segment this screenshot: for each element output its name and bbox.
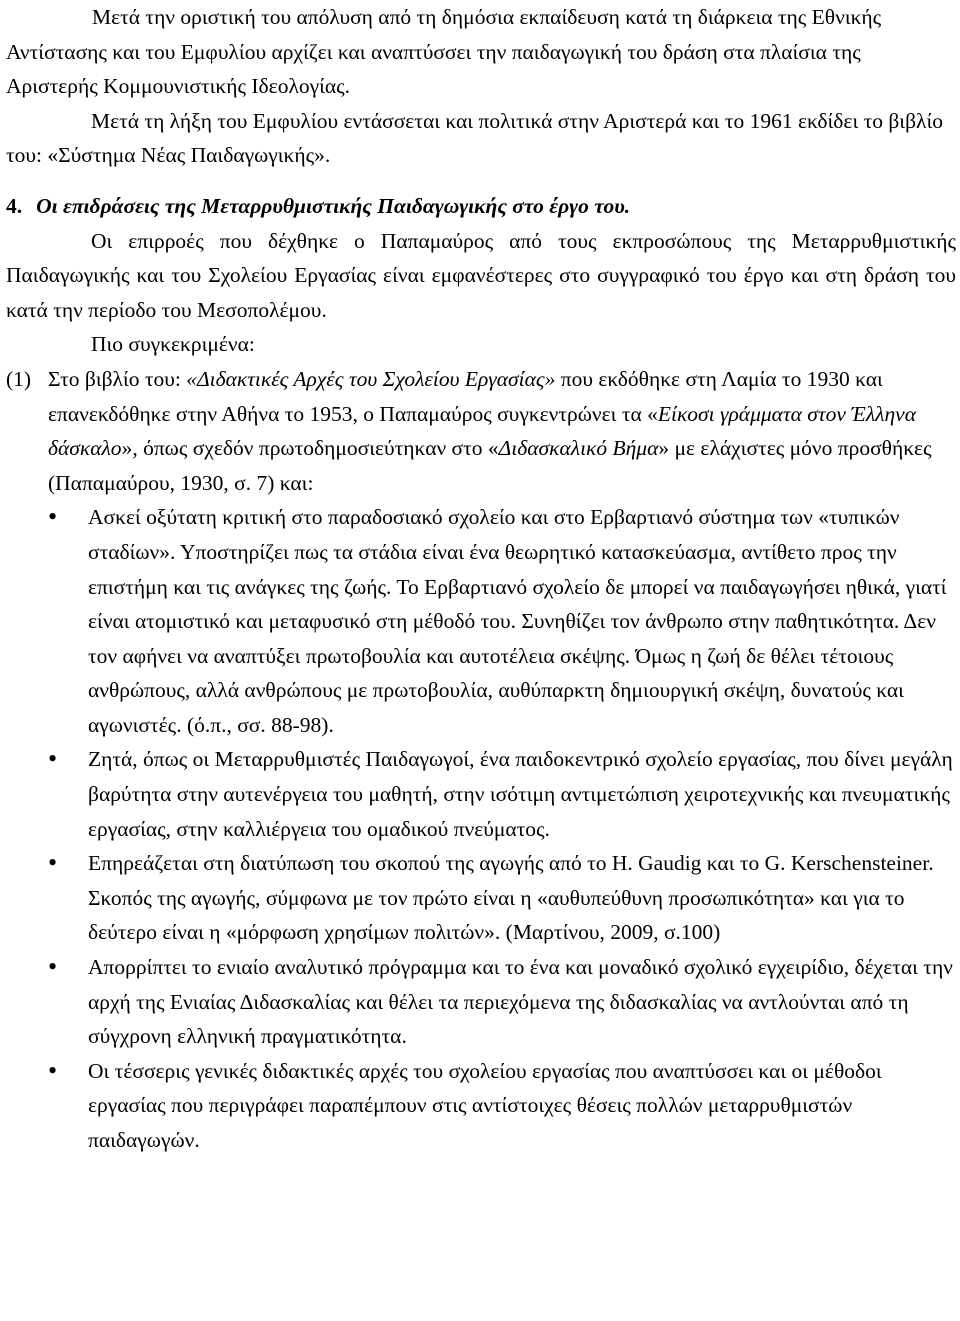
section-title: Οι επιδράσεις της Μεταρρυθμιστικής Παιδαγωγικής στο έργο του. bbox=[36, 193, 631, 218]
paragraph-dismissal: Μετά την οριστική του απόλυση από τη δημόσια εκπαίδευση κατά τη διάρκεια της Εθνικής Αντίστασης και του Εμφυλίου αρχίζει και αναπτύσσει την παιδαγωγική του δράση στα πλαίσια της Αριστερής Κομμουνιστικής Ιδεολογίας. bbox=[6, 5, 882, 99]
bullet-item-child-centered: • Ζητά, όπως οι Μεταρρυθμιστές Παιδαγωγοί, ένα παιδοκεντρικό σχολείο εργασίας, που δίνει μεγάλη βαρύτητα στην αυτενέργεια του μαθητή, στην ισότιμη αντιμετώπιση χειροτεχνικής και πνευματικής εργασίας, στην καλλιέργεια του ομαδικού πνεύματος. bbox=[88, 742, 956, 846]
bullet-item-curriculum: • Απορρίπτει το ενιαίο αναλυτικό πρόγραμμα και το ένα και μοναδικό σχολικό εγχειρίδιο, δέχεται την αρχή της Ενιαίας Διδασκαλίας και θέλει τα περιεχόμενα της διδασκαλίας να αντλούνται από τη σύγχρονη ελληνική πραγματικότητα. bbox=[88, 950, 956, 1054]
section-heading bbox=[6, 189, 956, 224]
document-page bbox=[6, 0, 956, 1158]
section-number: 4. bbox=[6, 193, 23, 218]
paragraph-specifically: Πιο συγκεκριμένα: bbox=[91, 332, 255, 357]
bullet-list bbox=[6, 500, 956, 1157]
bullet-item-gaudig: • Επηρεάζεται στη διατύπωση του σκοπού της αγωγής από το H. Gaudig και το G. Kerschensteiner. Σκοπός της αγωγής, σύμφωνα με τον πρώτο είναι η «αυθυπεύθυνη προσωπικότητα» και για το δεύτερο είναι η «μόρφωση χρησίμων πολιτών». (Μαρτίνου, 2009, σ.100) bbox=[88, 846, 956, 950]
journal-title: Διδασκαλικό Βήμα bbox=[498, 436, 659, 461]
paragraph-civil-war: Μετά τη λήξη του Εμφυλίου εντάσσεται και πολιτικά στην Αριστερά και το 1961 εκδίδει το βιβλίο του: «Σύστημα Νέας Παιδαγωγικής». bbox=[6, 108, 943, 168]
paragraph-influences: Οι επιρροές που δέχθηκε ο Παπαμαύρος από τους εκπροσώπους της Μεταρρυθμιστικής Παιδαγωγικής και του Σχολείου Εργασίας είναι εμφανέστερες στο συγγραφικό του έργο και στη δράση του κατά την περίοδο του Μεσοπολέμου. bbox=[6, 228, 956, 322]
bullet-item-principles: • Οι τέσσερις γενικές διδακτικές αρχές του σχολείου εργασίας που αναπτύσσει και οι μέθοδοι εργασίας που περιγράφει παραπέμπουν στις αντίστοιχες θέσεις πολλών μεταρρυθμιστών παιδαγωγών. bbox=[88, 1054, 956, 1158]
reference-item-1: (1) Στο βιβλίο του: «Διδακτικές Αρχές του Σχολείου Εργασίας» που εκδόθηκε στη Λαμία το 1930 και επανεκδόθηκε στην Αθήνα το 1953, ο Παπαμαύρος συγκεντρώνει τα «Είκοσι γράμματα στον Έλληνα δάσκαλο», όπως σχεδόν πρωτοδημοσιεύτηκαν στο «Διδασκαλικό Βήμα» με ελάχιστες μόνο προσθήκες (Παπαμαύρου, 1930, σ. 7) και: bbox=[6, 362, 956, 500]
reference-marker: (1) bbox=[6, 366, 32, 391]
book-title: «Διδακτικές Αρχές του Σχολείου Εργασίας» bbox=[186, 366, 556, 391]
article-title: Είκοσι γράμματα στον Έλληνα δάσκαλο bbox=[48, 401, 916, 461]
bullet-item-criticism: • Ασκεί οξύτατη κριτική στο παραδοσιακό σχολείο και στο Ερβαρτιανό σύστημα των «τυπικών σταδίων». Υποστηρίζει πως τα στάδια είναι ένα θεωρητικό κατασκεύασμα, αντίθετο προς την επιστήμη και τις ανάγκες της ζωής. Το Ερβαρτιανό σχολείο δε μπορεί να παιδαγωγήσει ηθικά, γιατί είναι ατομιστικό και μεταφυσικό στη μέθοδό του. Συνηθίζει τον άνθρωπο στην παθητικότητα. Δεν τον αφήνει να αναπτύξει πρωτοβουλία και αυτοτέλεια σκέψης. Όμως η ζωή δε θέλει τέτοιους ανθρώπους, αλλά ανθρώπους με πρωτοβουλία, αυθύπαρκτη δημιουργική σκέψη, δυνατούς και αγωνιστές. (ό.π., σσ. 88-98). bbox=[88, 500, 956, 742]
